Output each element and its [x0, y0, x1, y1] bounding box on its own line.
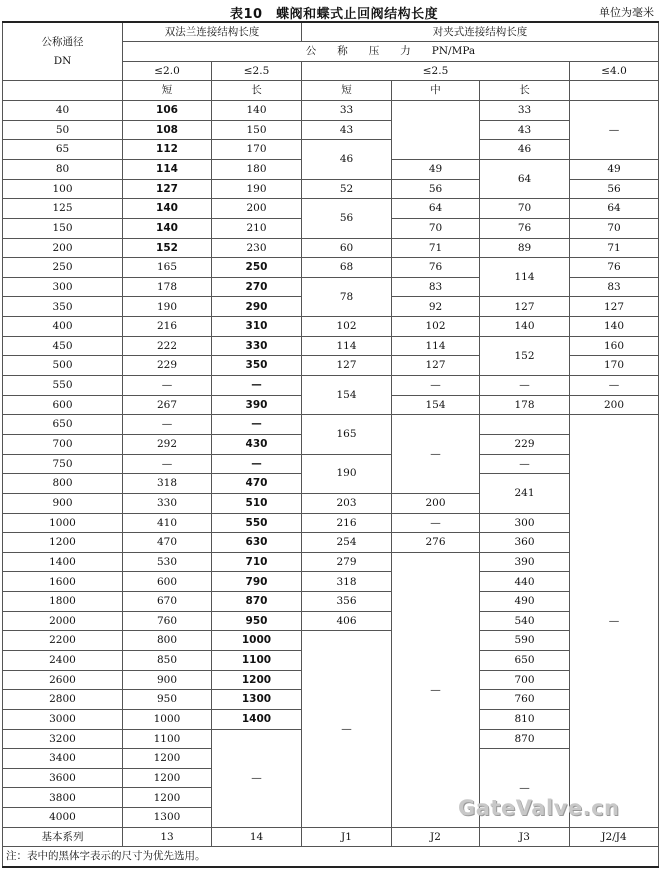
- flange-long-cell: 1100: [212, 651, 302, 671]
- flange-short-cell: 530: [123, 552, 212, 572]
- wafer-pn40-cell: 127: [570, 297, 659, 317]
- table-row: [3, 317, 659, 337]
- wafer-long-cell: 241: [480, 474, 570, 513]
- wafer-long-cell: 650: [480, 651, 570, 671]
- long-header: 长: [212, 81, 302, 101]
- series-cell: 基本系列: [3, 827, 123, 847]
- series-cell: J3: [480, 827, 570, 847]
- wafer-long-cell: 43: [480, 120, 570, 140]
- flange-long-cell: —: [212, 454, 302, 474]
- wafer-short-header: 短: [302, 81, 392, 101]
- flange-short-cell: 178: [123, 277, 212, 297]
- dn-cell: 40: [3, 101, 123, 121]
- dn-cell: 80: [3, 159, 123, 179]
- wafer-mid-cell: 114: [392, 336, 480, 356]
- dn-cell: 1600: [3, 572, 123, 592]
- flange-short-cell: 292: [123, 434, 212, 454]
- wafer-mid-header: 中: [392, 81, 480, 101]
- wafer-long-cell: 64: [480, 159, 570, 198]
- wafer-pn40-cell: 49: [570, 159, 659, 179]
- wafer-short-cell: 216: [302, 513, 392, 533]
- note-text: 注：表中的黑体字表示的尺寸为优先选用。: [3, 847, 659, 867]
- flange-long-cell: 790: [212, 572, 302, 592]
- table-row: [3, 631, 659, 651]
- wafer-long-cell: 70: [480, 199, 570, 219]
- dn-cell: 150: [3, 218, 123, 238]
- wafer-short-cell: 43: [302, 120, 392, 140]
- dn-header-label: 公称通径: [41, 36, 84, 49]
- dn-cell: 2200: [3, 631, 123, 651]
- dn-cell: 65: [3, 140, 123, 160]
- watermark-logo: GateValve.cn: [458, 796, 620, 820]
- wafer-long-cell: 760: [480, 690, 570, 710]
- flange-long-cell: 210: [212, 218, 302, 238]
- flange-long-cell: 180: [212, 159, 302, 179]
- flange-long-cell: 1200: [212, 670, 302, 690]
- note-row: [3, 847, 659, 867]
- dn-cell: 2600: [3, 670, 123, 690]
- series-cell: 13: [123, 827, 212, 847]
- wafer-short-cell: 102: [302, 317, 392, 337]
- wafer-short-cell: 203: [302, 493, 392, 513]
- flange-long-cell: 1300: [212, 690, 302, 710]
- flange-short-cell: 108: [123, 120, 212, 140]
- flange-long-cell: 350: [212, 356, 302, 376]
- table-row: [3, 376, 659, 396]
- wafer-mid-cell: —: [392, 552, 480, 827]
- series-cell: J2: [392, 827, 480, 847]
- table-row: [3, 238, 659, 258]
- wafer-long-cell: —: [480, 749, 570, 828]
- dn-cell: 50: [3, 120, 123, 140]
- flange-long-cell: 150: [212, 120, 302, 140]
- flange-short-cell: 1200: [123, 749, 212, 769]
- wafer-long-cell: 46: [480, 140, 570, 160]
- wafer-short-cell: 60: [302, 238, 392, 258]
- wafer-short-cell: 190: [302, 454, 392, 493]
- wafer-long-cell: [480, 415, 570, 435]
- wafer-short-cell: 68: [302, 258, 392, 278]
- flange-short-cell: 267: [123, 395, 212, 415]
- flange-short-cell: —: [123, 415, 212, 435]
- wafer-short-cell: 52: [302, 179, 392, 199]
- flange-short-cell: 800: [123, 631, 212, 651]
- dn-cell: 3200: [3, 729, 123, 749]
- wafer-pn40-cell: —: [570, 376, 659, 396]
- wafer-mid-cell: 76: [392, 258, 480, 278]
- wafer-short-cell: 165: [302, 415, 392, 454]
- flange-short-cell: 470: [123, 533, 212, 553]
- flange-long-cell: —: [212, 729, 302, 827]
- flange-short-cell: 165: [123, 258, 212, 278]
- wafer-long-cell: 810: [480, 709, 570, 729]
- flange-short-cell: 670: [123, 592, 212, 612]
- wafer-short-cell: 254: [302, 533, 392, 553]
- wafer-pn40-cell: 64: [570, 199, 659, 219]
- wafer-long-cell: 590: [480, 631, 570, 651]
- flange-short-cell: —: [123, 454, 212, 474]
- flange-short-cell: 410: [123, 513, 212, 533]
- dn-cell: 125: [3, 199, 123, 219]
- table-row: [3, 120, 659, 140]
- flange-long-cell: 390: [212, 395, 302, 415]
- dn-header: [3, 22, 123, 81]
- flange-short-cell: 140: [123, 218, 212, 238]
- wafer-mid-cell: [392, 101, 480, 160]
- dn-cell: 800: [3, 474, 123, 494]
- dn-cell: 900: [3, 493, 123, 513]
- dn-cell: 4000: [3, 808, 123, 828]
- flange-long-cell: 200: [212, 199, 302, 219]
- flange-short-cell: 1200: [123, 788, 212, 808]
- flange-long-cell: 1000: [212, 631, 302, 651]
- flange-short-cell: 1000: [123, 709, 212, 729]
- dn-cell: 2400: [3, 651, 123, 671]
- dn-header-code: DN: [53, 54, 72, 67]
- flange-short-cell: 600: [123, 572, 212, 592]
- unit-label: 单位为毫米: [599, 6, 654, 19]
- flange-long-cell: 290: [212, 297, 302, 317]
- wafer-short-cell: 318: [302, 572, 392, 592]
- flange-long-cell: 230: [212, 238, 302, 258]
- table-row: [3, 140, 659, 160]
- wafer-pn40-cell: 76: [570, 258, 659, 278]
- wafer-short-cell: 46: [302, 140, 392, 179]
- wafer-mid-cell: —: [392, 376, 480, 396]
- flange-short-cell: 216: [123, 317, 212, 337]
- wafer-pn40-cell: 160: [570, 336, 659, 356]
- flange-short-cell: 114: [123, 159, 212, 179]
- wafer-short-cell: 356: [302, 592, 392, 612]
- table-row: [3, 415, 659, 435]
- flange-short-cell: 222: [123, 336, 212, 356]
- flange-short-cell: 127: [123, 179, 212, 199]
- wafer-short-cell: 154: [302, 376, 392, 415]
- short-header: 短: [123, 81, 212, 101]
- flange-short-cell: 950: [123, 690, 212, 710]
- dn-cell: 3000: [3, 709, 123, 729]
- series-cell: J2/J4: [570, 827, 659, 847]
- wafer-mid-cell: 56: [392, 179, 480, 199]
- wafer-long-cell: 490: [480, 592, 570, 612]
- flange-long-cell: 140: [212, 101, 302, 121]
- dn-cell: 1200: [3, 533, 123, 553]
- dn-cell: 1400: [3, 552, 123, 572]
- flange-short-cell: 330: [123, 493, 212, 513]
- flange-short-cell: 190: [123, 297, 212, 317]
- table-row: [3, 552, 659, 572]
- flange-long-cell: 710: [212, 552, 302, 572]
- dn-cell: 400: [3, 317, 123, 337]
- table-row: [3, 611, 659, 631]
- flange-long-cell: —: [212, 376, 302, 396]
- wafer-pn40-cell: 140: [570, 317, 659, 337]
- wafer-mid-cell: 49: [392, 159, 480, 179]
- dn-cell: 3600: [3, 768, 123, 788]
- table-row: [3, 199, 659, 219]
- dn-cell: 3400: [3, 749, 123, 769]
- wafer-long-header: 长: [480, 81, 570, 101]
- dn-cell: 200: [3, 238, 123, 258]
- flange-long-cell: 190: [212, 179, 302, 199]
- flange-long-cell: 1400: [212, 709, 302, 729]
- wafer-long-cell: 140: [480, 317, 570, 337]
- dn-cell: 600: [3, 395, 123, 415]
- wafer-long-cell: 700: [480, 670, 570, 690]
- dn-cell: 1000: [3, 513, 123, 533]
- wafer-pn40-cell: —: [570, 101, 659, 160]
- wafer-pn40-cell: 170: [570, 356, 659, 376]
- dn-cell: 700: [3, 434, 123, 454]
- wafer-long-cell: —: [480, 454, 570, 474]
- flange-short-cell: 140: [123, 199, 212, 219]
- flange-short-cell: 850: [123, 651, 212, 671]
- wafer-mid-cell: 154: [392, 395, 480, 415]
- wafer-mid-cell: 64: [392, 199, 480, 219]
- wafer-group-header: 对夹式连接结构长度: [302, 22, 659, 42]
- wafer-pn40-cell: 71: [570, 238, 659, 258]
- wafer-mid-cell: 92: [392, 297, 480, 317]
- pn-20-header: ≤2.0: [123, 61, 212, 81]
- wafer-short-cell: 279: [302, 552, 392, 572]
- flange-short-cell: 152: [123, 238, 212, 258]
- pn-header: 公 称 压 力 PN/MPa: [123, 42, 659, 62]
- flange-long-cell: 870: [212, 592, 302, 612]
- wafer-long-cell: 440: [480, 572, 570, 592]
- series-cell: J1: [302, 827, 392, 847]
- table-row: [3, 336, 659, 356]
- wafer-short-cell: —: [302, 631, 392, 827]
- dn-cell: 450: [3, 336, 123, 356]
- series-row: [3, 827, 659, 847]
- title-bar: [0, 0, 660, 22]
- dn-cell: 650: [3, 415, 123, 435]
- flange-long-cell: 510: [212, 493, 302, 513]
- flange-group-header: 双法兰连接结构长度: [123, 22, 302, 42]
- wafer-long-cell: 360: [480, 533, 570, 553]
- flange-long-cell: 550: [212, 513, 302, 533]
- flange-long-cell: 270: [212, 277, 302, 297]
- wafer-short-cell: 406: [302, 611, 392, 631]
- wafer-pn40-cell: 56: [570, 179, 659, 199]
- dn-cell: 3800: [3, 788, 123, 808]
- table-row: [3, 513, 659, 533]
- flange-short-cell: 112: [123, 140, 212, 160]
- flange-long-cell: 950: [212, 611, 302, 631]
- blank-cell: [570, 81, 659, 101]
- wafer-mid-cell: 127: [392, 356, 480, 376]
- wafer-pn40-cell: 70: [570, 218, 659, 238]
- wafer-long-cell: 114: [480, 258, 570, 297]
- wafer-long-cell: —: [480, 376, 570, 396]
- wafer-long-cell: 89: [480, 238, 570, 258]
- flange-long-cell: 170: [212, 140, 302, 160]
- wafer-long-cell: 870: [480, 729, 570, 749]
- table-row: [3, 258, 659, 278]
- valve-length-table: [2, 21, 659, 868]
- table-row: [3, 533, 659, 553]
- flange-short-cell: 760: [123, 611, 212, 631]
- flange-short-cell: 1200: [123, 768, 212, 788]
- flange-short-cell: 106: [123, 101, 212, 121]
- dn-cell: 750: [3, 454, 123, 474]
- dn-cell: 2000: [3, 611, 123, 631]
- wafer-long-cell: 127: [480, 297, 570, 317]
- wafer-pn40-cell: 83: [570, 277, 659, 297]
- wafer-short-cell: 56: [302, 199, 392, 238]
- wafer-long-cell: 33: [480, 101, 570, 121]
- dn-cell: 2800: [3, 690, 123, 710]
- dn-cell: 100: [3, 179, 123, 199]
- wafer-mid-cell: 276: [392, 533, 480, 553]
- flange-long-cell: 470: [212, 474, 302, 494]
- wafer-pn40-cell: —: [570, 415, 659, 827]
- wafer-long-cell: 229: [480, 434, 570, 454]
- flange-short-cell: 1300: [123, 808, 212, 828]
- table-row: [3, 101, 659, 121]
- dn-cell: 550: [3, 376, 123, 396]
- wafer-short-cell: 114: [302, 336, 392, 356]
- flange-long-cell: 330: [212, 336, 302, 356]
- flange-short-cell: 1100: [123, 729, 212, 749]
- flange-long-cell: 630: [212, 533, 302, 553]
- flange-short-cell: —: [123, 376, 212, 396]
- wafer-mid-cell: —: [392, 513, 480, 533]
- wafer-mid-cell: 102: [392, 317, 480, 337]
- wafer-mid-cell: 83: [392, 277, 480, 297]
- wafer-long-cell: 178: [480, 395, 570, 415]
- wafer-short-cell: 33: [302, 101, 392, 121]
- dn-cell: 300: [3, 277, 123, 297]
- table-row: [3, 454, 659, 474]
- dn-cell: 500: [3, 356, 123, 376]
- dn-cell: 350: [3, 297, 123, 317]
- flange-short-cell: 900: [123, 670, 212, 690]
- flange-long-cell: —: [212, 415, 302, 435]
- wafer-mid-cell: 200: [392, 493, 480, 513]
- wafer-long-cell: 300: [480, 513, 570, 533]
- pn-25-wafer-header: ≤2.5: [302, 61, 570, 81]
- wafer-mid-cell: —: [392, 415, 480, 494]
- wafer-short-cell: 78: [302, 277, 392, 316]
- dn-cell: 1800: [3, 592, 123, 612]
- wafer-long-cell: 152: [480, 336, 570, 375]
- pn-40-header: ≤4.0: [570, 61, 659, 81]
- wafer-short-cell: 127: [302, 356, 392, 376]
- wafer-pn40-cell: 200: [570, 395, 659, 415]
- blank-cell: [3, 81, 123, 101]
- flange-long-cell: 430: [212, 434, 302, 454]
- series-cell: 14: [212, 827, 302, 847]
- wafer-long-cell: 540: [480, 611, 570, 631]
- wafer-mid-cell: 71: [392, 238, 480, 258]
- flange-short-cell: 229: [123, 356, 212, 376]
- table-row: [3, 572, 659, 592]
- wafer-long-cell: 76: [480, 218, 570, 238]
- table-row: [3, 592, 659, 612]
- flange-long-cell: 250: [212, 258, 302, 278]
- dn-cell: 250: [3, 258, 123, 278]
- pn-25-flange-header: ≤2.5: [212, 61, 302, 81]
- wafer-long-cell: 390: [480, 552, 570, 572]
- wafer-mid-cell: 70: [392, 218, 480, 238]
- flange-short-cell: 318: [123, 474, 212, 494]
- flange-long-cell: 310: [212, 317, 302, 337]
- table-title: 表10 蝶阀和蝶式止回阀结构长度: [230, 7, 439, 22]
